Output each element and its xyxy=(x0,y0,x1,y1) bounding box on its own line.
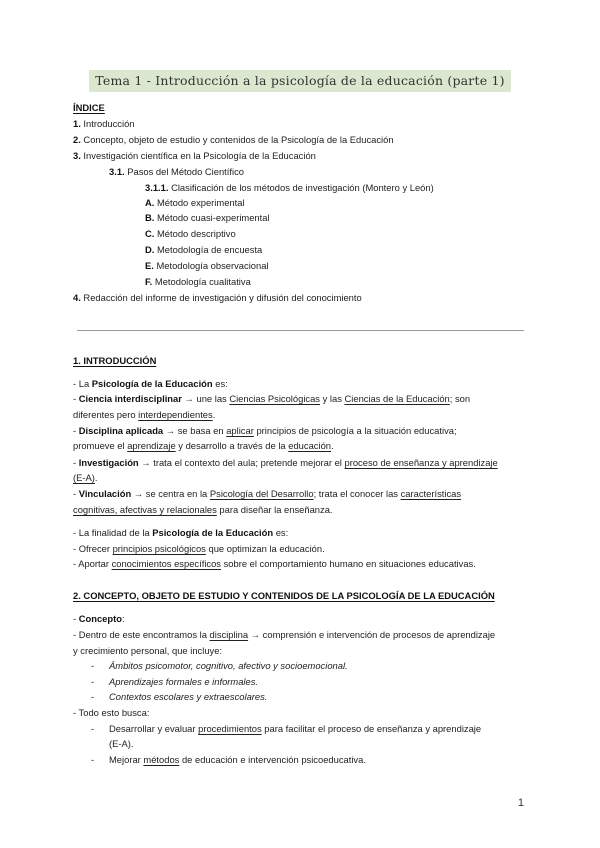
index-item: 1. Introducción xyxy=(73,118,135,129)
paragraph-line: y crecimiento personal, que incluye: xyxy=(73,645,223,656)
paragraph-line: - Concepto: xyxy=(73,613,125,624)
index-item: A. Método experimental xyxy=(145,197,245,208)
index-item: 3.1. Pasos del Método Científico xyxy=(109,166,244,177)
paragraph-line: - Investigación → trata el contexto del aula; pretende mejorar el proceso de enseñanza y aprendizaje xyxy=(73,457,498,468)
title-container xyxy=(0,70,600,92)
index-item: B. Método cuasi-experimental xyxy=(145,212,270,223)
section1-heading: 1. INTRODUCCIÓN xyxy=(73,355,157,366)
paragraph-line: - Todo esto busca: xyxy=(73,707,150,718)
horizontal-divider xyxy=(77,330,524,331)
paragraph-line: - Disciplina aplicada → se basa en aplicar principios de psicología a la situación educativa; xyxy=(73,425,457,436)
bullet-item: Ámbitos psicomotor, cognitivo, afectivo y socioemocional. xyxy=(109,660,348,671)
index-item: 3. Investigación científica en la Psicología de la Educación xyxy=(73,150,316,161)
bullet-dash: - xyxy=(91,754,95,765)
paragraph-line: - La Psicología de la Educación es: xyxy=(73,378,228,389)
paragraph-line: (E-A). xyxy=(73,472,98,483)
bullet-dash: - xyxy=(91,723,95,734)
paragraph-line: - Vinculación → se centra en la Psicología del Desarrollo; trata el conocer las características xyxy=(73,488,462,499)
bullet-item-continuation: (E-A). xyxy=(109,738,134,749)
bullet-item: Desarrollar y evaluar procedimientos para facilitar el proceso de enseñanza y aprendizaje xyxy=(109,723,482,734)
bullet-item: Aprendizajes formales e informales. xyxy=(109,676,259,687)
bullet-dash: - xyxy=(91,676,95,687)
index-item: 3.1.1. Clasificación de los métodos de investigación (Montero y León) xyxy=(145,182,434,193)
paragraph-line: - Aportar conocimientos específicos sobre el comportamiento humano en situaciones educativas. xyxy=(73,558,476,569)
index-item: F. Metodología cualitativa xyxy=(145,276,251,287)
section2-heading: 2. CONCEPTO, OBJETO DE ESTUDIO Y CONTENIDOS DE LA PSICOLOGÍA DE LA EDUCACIÓN xyxy=(73,590,495,601)
bullet-item: Contextos escolares y extraescolares. xyxy=(109,691,268,702)
bullet-dash: - xyxy=(91,660,95,671)
paragraph-line: - Dentro de este encontramos la disciplina → comprensión e intervención de procesos de aprendizaje xyxy=(73,629,496,640)
page-number: 1 xyxy=(517,797,524,809)
paragraph-line: - Ofrecer principios psicológicos que optimizan la educación. xyxy=(73,543,325,554)
bullet-item: Mejorar métodos de educación e intervención psicoeducativa. xyxy=(109,754,366,765)
index-item: 4. Redacción del informe de investigación y difusión del conocimiento xyxy=(73,292,362,303)
bullet-dash: - xyxy=(91,691,95,702)
paragraph-line: diferentes pero interdependientes. xyxy=(73,409,216,420)
index-item: 2. Concepto, objeto de estudio y contenidos de la Psicología de la Educación xyxy=(73,134,394,145)
index-item: D. Metodología de encuesta xyxy=(145,244,263,255)
paragraph-line: promueve el aprendizaje y desarrollo a través de la educación. xyxy=(73,440,334,451)
index-item: E. Metodología observacional xyxy=(145,260,269,271)
paragraph-line: cognitivas, afectivas y relacionales para diseñar la enseñanza. xyxy=(73,504,333,515)
index-heading: ÍNDICE xyxy=(73,102,105,113)
index-item: C. Método descriptivo xyxy=(145,228,236,239)
document-title: Tema 1 - Introducción a la psicología de la educación (parte 1) xyxy=(89,70,510,92)
paragraph-line: - Ciencia interdisciplinar → une las Ciencias Psicológicas y las Ciencias de la Educación; son xyxy=(73,393,471,404)
paragraph-line: - La finalidad de la Psicología de la Educación es: xyxy=(73,527,289,538)
